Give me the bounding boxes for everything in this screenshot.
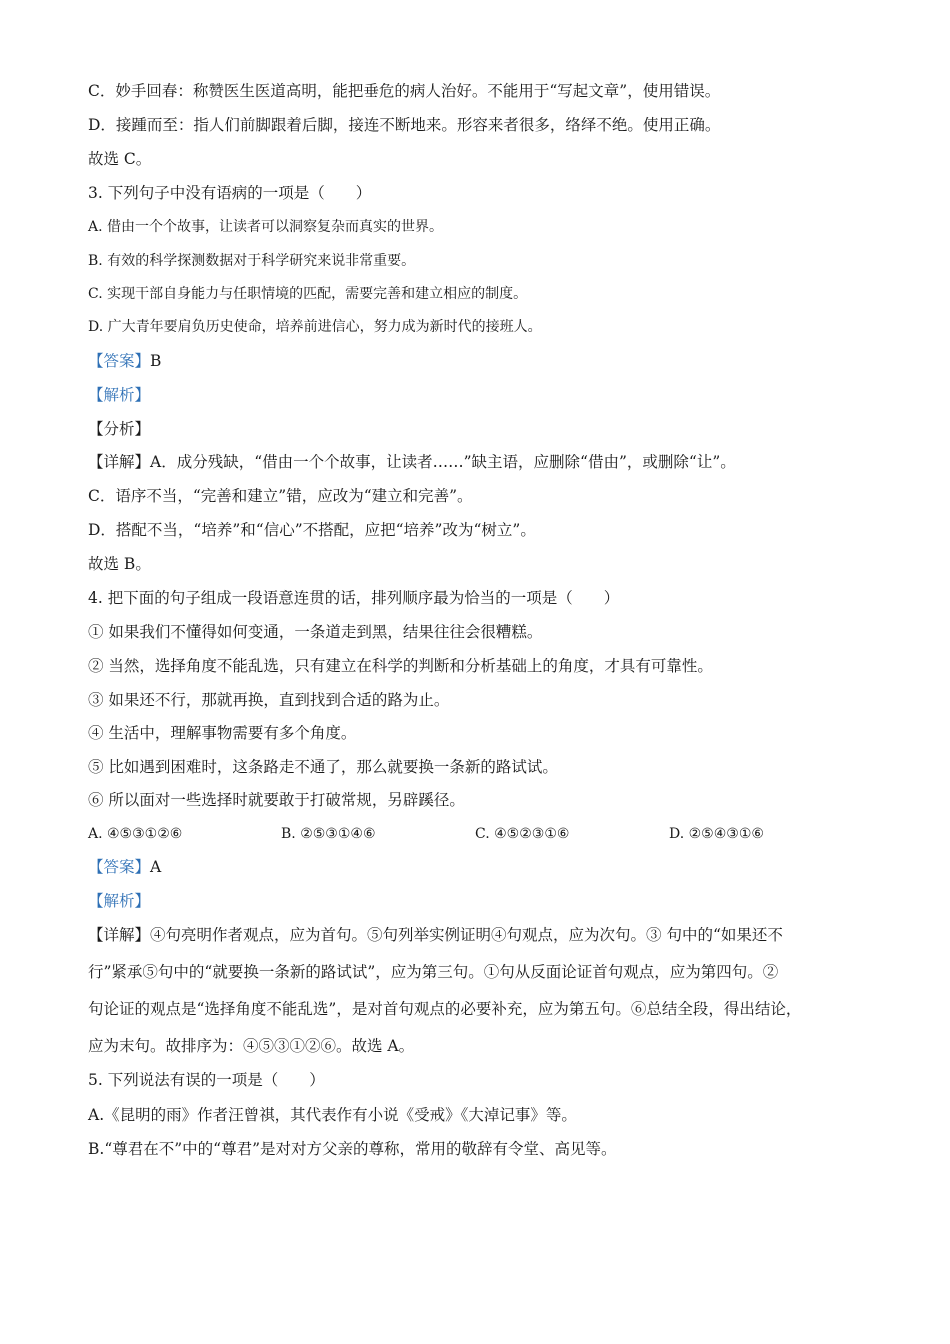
q4-detail-line-2: 行”紧承⑤句中的“就要换一条新的路试试”，应为第三句。①句从反面论证首句观点，应为第四句。② <box>88 963 779 981</box>
q3-answer-tag: 【答案】 <box>88 352 151 370</box>
q3-option-b: B. 有效的科学探测数据对于科学研究来说非常重要。 <box>88 253 416 269</box>
q3-conclusion: 故选 B。 <box>88 555 151 573</box>
q3-detail-line-3: D．搭配不当，“培养”和“信心”不搭配，应把“培养”改为“树立”。 <box>88 521 536 539</box>
q4-detail-line-1 <box>88 924 880 946</box>
q4-sentence-6: ⑥ 所以面对一些选择时就要敢于打破常规，另辟蹊径。 <box>88 791 465 809</box>
q3-stem: 3. 下列句子中没有语病的一项是（ ） <box>88 184 372 202</box>
q4-sentence-5: ⑤ 比如遇到困难时，这条路走不通了，那么就要换一条新的路试试。 <box>88 758 558 776</box>
q4-sentence-4: ④ 生活中，理解事物需要有多个角度。 <box>88 724 357 742</box>
q4-option-d: D. ②⑤④③①⑥ <box>669 826 764 842</box>
q3-answer-line <box>88 350 880 372</box>
q3-detail-line-2: C．语序不当，“完善和建立”错，应改为“建立和完善”。 <box>88 487 473 505</box>
q4-detail-tag: 【详解】 <box>88 926 151 944</box>
q4-option-b: B. ②⑤③①④⑥ <box>281 826 376 842</box>
q4-answer: A <box>150 858 162 876</box>
q4-sentence-1: ① 如果我们不懂得如何变通，一条道走到黑，结果往往会很糟糕。 <box>88 623 543 641</box>
q3-detail-text: A．成分残缺，“借由一个个故事，让读者……”缺主语，应删除“借由”，或删除“让”。 <box>150 453 736 471</box>
prev-option-c-explanation: C．妙手回春：称赞医生医道高明，能把垂危的病人治好。不能用于“写起文章”，使用错误。 <box>88 82 721 100</box>
q3-answer: B <box>150 352 162 370</box>
q4-jiexi-tag: 【解析】 <box>88 892 151 910</box>
q4-sentence-3: ③ 如果还不行，那就再换，直到找到合适的路为止。 <box>88 691 450 709</box>
prev-conclusion: 故选 C。 <box>88 150 152 168</box>
q5-option-b: B.“尊君在不”中的“尊君”是对对方父亲的尊称，常用的敬辞有令堂、高见等。 <box>88 1140 617 1158</box>
q3-jiexi-tag: 【解析】 <box>88 386 151 404</box>
q4-detail-text: ④句亮明作者观点，应为首句。⑤句列举实例证明④句观点，应为次句。③ 句中的“如果还不 <box>150 926 783 944</box>
q3-option-d: D. 广大青年要肩负历史使命，培养前进信心，努力成为新时代的接班人。 <box>88 319 542 335</box>
q4-detail-line-3: 句论证的观点是“选择角度不能乱选”，是对首句观点的必要补充，应为第五句。⑥总结全段，得出结论， <box>88 1000 802 1018</box>
q4-sentence-2: ② 当然，选择角度不能乱选，只有建立在科学的判断和分析基础上的角度，才具有可靠性。 <box>88 657 713 675</box>
prev-option-d-explanation: D．接踵而至：指人们前脚跟着后脚，接连不断地来。形容来者很多，络绎不绝。使用正确。 <box>88 116 721 134</box>
q3-detail-tag: 【详解】 <box>88 453 151 471</box>
q4-option-a: A. ④⑤③①②⑥ <box>88 826 183 842</box>
q3-fenxi-tag: 【分析】 <box>88 420 151 438</box>
q3-detail-line-1 <box>88 451 880 473</box>
q3-option-a: A. 借由一个个故事，让读者可以洞察复杂而真实的世界。 <box>88 219 444 235</box>
q4-detail-line-4: 应为末句。故排序为：④⑤③①②⑥。故选 A。 <box>88 1037 415 1055</box>
q5-stem: 5. 下列说法有误的一项是（ ） <box>88 1071 325 1089</box>
q4-stem: 4. 把下面的句子组成一段语意连贯的话，排列顺序最为恰当的一项是（ ） <box>88 589 620 607</box>
q4-answer-line <box>88 856 880 878</box>
q3-option-c: C. 实现干部自身能力与任职情境的匹配，需要完善和建立相应的制度。 <box>88 286 528 302</box>
q4-option-c: C. ④⑤②③①⑥ <box>475 826 570 842</box>
q5-option-a: A.《昆明的雨》作者汪曾祺，其代表作有小说《受戒》《大淖记事》等。 <box>88 1106 577 1124</box>
q4-answer-tag: 【答案】 <box>88 858 151 876</box>
